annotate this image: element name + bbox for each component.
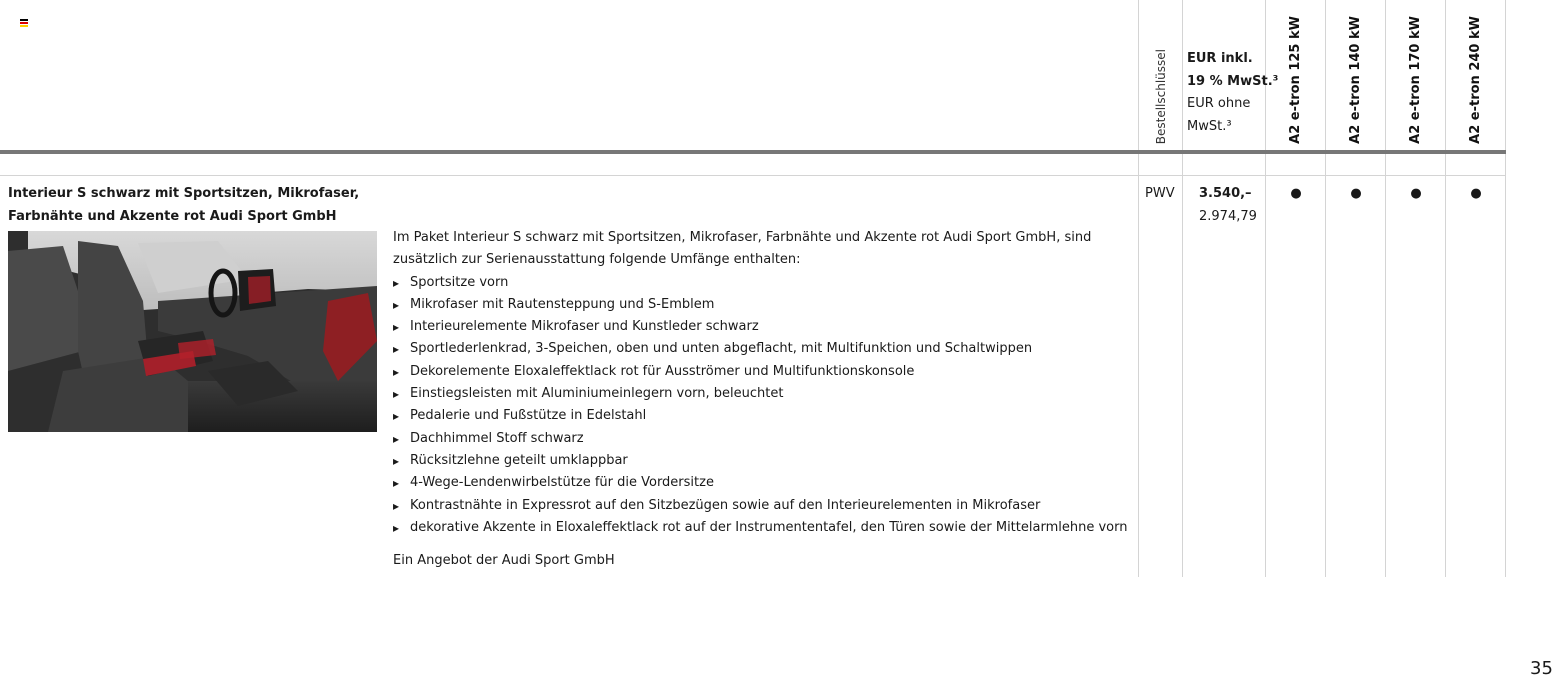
list-item: ▸ Sportlederlenkrad, 3-Speichen, oben und unten abgeflacht, mit Multifunktion und Schaltwippen bbox=[393, 338, 1133, 360]
order-code: PWV bbox=[1145, 186, 1175, 201]
feature-list bbox=[393, 272, 1133, 540]
model-header-140kw: A2 e-tron 140 kW bbox=[1348, 16, 1363, 144]
row-divider bbox=[0, 175, 1506, 176]
model-header-125kw: A2 e-tron 125 kW bbox=[1288, 16, 1303, 144]
item-description bbox=[393, 227, 1133, 572]
availability-125kw-icon: ● bbox=[1290, 186, 1302, 201]
offer-note: Ein Angebot der Audi Sport GmbH bbox=[393, 553, 615, 569]
list-item: ▸ 4-Wege-Lendenwirbelstütze für die Vordersitze bbox=[393, 472, 1133, 494]
model-header-240kw: A2 e-tron 240 kW bbox=[1468, 16, 1483, 144]
list-item: ▸ dekorative Akzente in Eloxaleffektlack rot auf der Instrumententafel, den Türen sowie der Mittelarmlehne vorn bbox=[393, 517, 1133, 539]
availability-240kw-icon: ● bbox=[1470, 186, 1482, 201]
list-item: ▸ Pedalerie und Fußstütze in Edelstahl bbox=[393, 405, 1133, 427]
list-item: ▸ Einstiegsleisten mit Aluminiumeinlegern vorn, beleuchtet bbox=[393, 383, 1133, 405]
table-header bbox=[0, 0, 1506, 150]
price-excl-vat: 2.974,79 bbox=[1199, 209, 1257, 224]
item-title: Interieur S schwarz mit Sportsitzen, Mikrofaser, Farbnähte und Akzente rot Audi Sport GmbH bbox=[8, 186, 360, 224]
description-intro: Im Paket Interieur S schwarz mit Sportsitzen, Mikrofaser, Farbnähte und Akzente rot Audi Sport GmbH, sind zusätzlich zur Serienausstattung folgende Umfänge enthalten: bbox=[393, 230, 1092, 268]
header-divider bbox=[0, 150, 1506, 154]
order-key-header: Bestellschlüssel bbox=[1153, 48, 1168, 144]
interior-photo bbox=[8, 231, 377, 432]
list-item: ▸ Rücksitzlehne geteilt umklappbar bbox=[393, 450, 1133, 472]
list-item: ▸ Interieurelemente Mikrofaser und Kunstleder schwarz bbox=[393, 316, 1133, 338]
list-item: ▸ Dachhimmel Stoff schwarz bbox=[393, 428, 1133, 450]
page-number: 35 bbox=[1530, 658, 1553, 679]
price-incl-vat: 3.540,– bbox=[1199, 186, 1252, 201]
list-item: ▸ Mikrofaser mit Rautensteppung und S-Emblem bbox=[393, 294, 1133, 316]
model-header-170kw: A2 e-tron 170 kW bbox=[1408, 16, 1423, 144]
price-values bbox=[1199, 182, 1257, 228]
availability-140kw-icon: ● bbox=[1350, 186, 1362, 201]
price-header: EUR inkl. 19 % MwSt.³ EUR ohne MwSt.³ bbox=[1187, 51, 1279, 134]
list-item: ▸ Kontrastnähte in Expressrot auf den Sitzbezügen sowie auf den Interieurelementen in Mikrofaser bbox=[393, 495, 1133, 517]
list-item: ▸ Sportsitze vorn bbox=[393, 272, 1133, 294]
list-item: ▸ Dekorelemente Eloxaleffektlack rot für Ausströmer und Multifunktionskonsole bbox=[393, 361, 1133, 383]
availability-170kw-icon: ● bbox=[1410, 186, 1422, 201]
